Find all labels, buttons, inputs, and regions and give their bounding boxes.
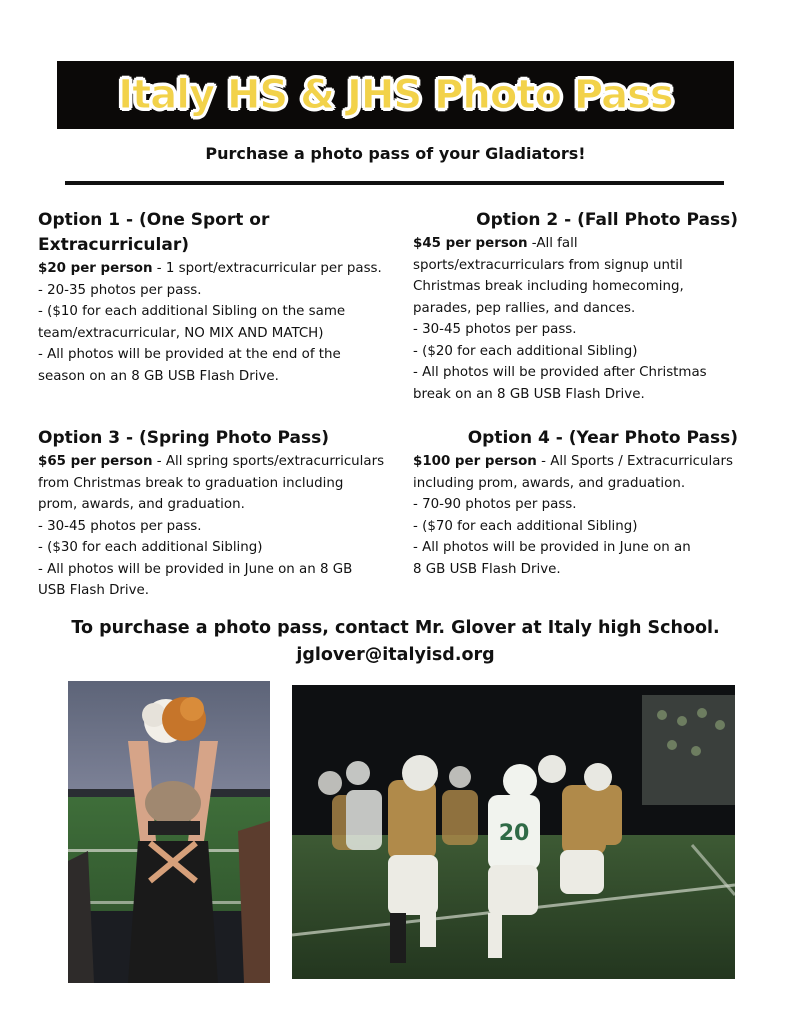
player-number: 20 xyxy=(498,821,530,846)
option-1-price: $20 per person xyxy=(38,261,153,276)
page-title: Italy HS & JHS Photo Pass xyxy=(118,72,673,118)
option-3-line: prom, awards, and graduation. xyxy=(38,497,245,512)
option-3-lead xyxy=(38,451,390,473)
option-3-title: Option 3 - (Spring Photo Pass) xyxy=(38,428,330,448)
option-3-line: USB Flash Drive. xyxy=(38,583,150,598)
option-3 xyxy=(38,426,390,602)
option-1-line: season on an 8 GB USB Flash Drive. xyxy=(38,368,279,384)
option-4-line: - ($70 for each additional Sibling) xyxy=(413,518,638,534)
option-4 xyxy=(413,426,738,580)
option-2-line: break on an 8 GB USB Flash Drive. xyxy=(413,386,645,402)
option-3-line: - 30-45 photos per pass. xyxy=(38,518,202,534)
divider xyxy=(65,181,724,185)
option-2-line: - 30-45 photos per pass. xyxy=(413,322,577,337)
option-1-line: - ($10 for each additional Sibling on the same xyxy=(38,304,346,319)
option-4-lead xyxy=(413,451,738,473)
option-2-line: parades, pep rallies, and dances. xyxy=(413,300,636,316)
football-illustration xyxy=(292,685,735,979)
option-2-price: $45 per person xyxy=(413,236,528,251)
football-photo xyxy=(292,685,735,979)
title-banner xyxy=(57,61,734,129)
option-1-title-line-2: Extracurricular) xyxy=(38,235,189,255)
option-3-line: from Christmas break to graduation including xyxy=(38,475,344,491)
option-2 xyxy=(413,208,738,405)
contact-email[interactable]: jglover@italyisd.org xyxy=(296,645,495,665)
cheerleader-illustration xyxy=(68,681,270,983)
option-1-lead-text: - 1 sport/extracurricular per pass. xyxy=(152,261,382,276)
option-2-line: Christmas break including homecoming, xyxy=(413,279,684,294)
option-2-lead-text: -All fall xyxy=(527,236,578,251)
option-4-line: - 70-90 photos per pass. xyxy=(413,497,577,512)
contact-text: To purchase a photo pass, contact Mr. Glover at Italy high School. xyxy=(71,618,720,638)
subtitle: Purchase a photo pass of your Gladiators! xyxy=(205,144,586,163)
option-4-line: - All photos will be provided in June on an xyxy=(413,540,691,555)
option-3-line: - All photos will be provided in June on an 8 GB xyxy=(38,561,353,577)
option-4-lead-text: - All Sports / Extracurriculars xyxy=(536,454,733,469)
option-3-price: $65 per person xyxy=(38,454,153,469)
option-2-line: - ($20 for each additional Sibling) xyxy=(413,343,638,359)
option-1-lead xyxy=(38,258,390,280)
option-2-title: Option 2 - (Fall Photo Pass) xyxy=(476,210,738,230)
option-3-line: - ($30 for each additional Sibling) xyxy=(38,540,263,555)
option-4-line: 8 GB USB Flash Drive. xyxy=(413,561,561,577)
option-1-title-line-1: Option 1 - (One Sport or xyxy=(38,210,270,230)
option-2-lead xyxy=(413,233,738,255)
option-1-line: team/extracurricular, NO MIX AND MATCH) xyxy=(38,325,324,341)
option-4-title: Option 4 - (Year Photo Pass) xyxy=(467,428,738,448)
option-1-line: - 20-35 photos per pass. xyxy=(38,282,202,298)
option-1-line: - All photos will be provided at the end of the xyxy=(38,347,341,362)
option-3-lead-text: - All spring sports/extracurriculars xyxy=(152,454,385,469)
cheerleader-photo xyxy=(68,681,270,983)
option-2-line: - All photos will be provided after Christmas xyxy=(413,365,707,380)
option-4-line: including prom, awards, and graduation. xyxy=(413,475,686,491)
option-1 xyxy=(38,208,390,387)
option-4-price: $100 per person xyxy=(413,454,537,469)
option-2-line: sports/extracurriculars from signup until xyxy=(413,257,683,273)
